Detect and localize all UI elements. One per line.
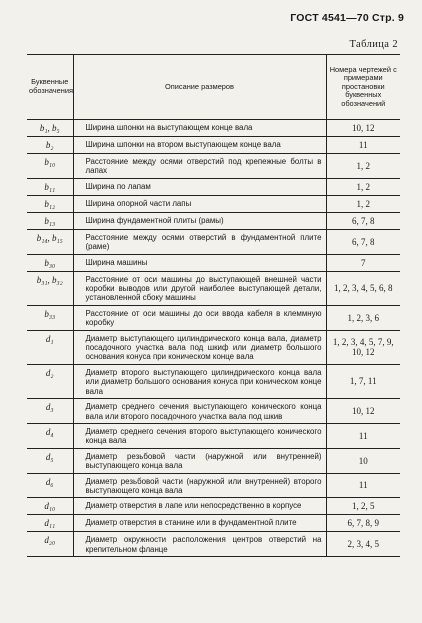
- row-description: Ширина машины: [73, 254, 326, 271]
- row-description: Диаметр окружности расположения центров отверстий на крепительном фланце: [73, 532, 326, 557]
- row-symbol: d₁: [27, 330, 73, 364]
- table-row: [27, 137, 400, 154]
- row-symbol: b₁, b₅: [27, 120, 73, 137]
- table-row: [27, 212, 400, 229]
- row-drawings: 10, 12: [326, 120, 400, 137]
- row-drawings: 7: [326, 254, 400, 271]
- row-description: Ширина по лапам: [73, 178, 326, 195]
- row-drawings: 11: [326, 473, 400, 498]
- row-description: Расстояние между осями отверстий в фундаментной плите (раме): [73, 229, 326, 254]
- column-header-description: Описание размеров: [73, 55, 326, 120]
- table-row: [27, 229, 400, 254]
- row-drawings: 10, 12: [326, 399, 400, 424]
- row-drawings: 1, 2: [326, 195, 400, 212]
- table-row: [27, 473, 400, 498]
- row-description: Диаметр резьбовой части (наружной или внутренней) второго выступающего конца вала: [73, 473, 326, 498]
- table-row: [27, 154, 400, 179]
- row-symbol: d₃: [27, 399, 73, 424]
- row-symbol: b₃₁, b₃₂: [27, 271, 73, 305]
- table-row: [27, 498, 400, 515]
- row-description: Расстояние между осями отверстий под крепежные болты в лапах: [73, 154, 326, 179]
- table-row: [27, 305, 400, 330]
- dimensions-table: [27, 54, 400, 557]
- row-symbol: d₁₁: [27, 515, 73, 532]
- row-drawings: 1, 2: [326, 154, 400, 179]
- row-symbol: b₁₄, b₁₅: [27, 229, 73, 254]
- table-body: [27, 120, 400, 557]
- table-row: [27, 254, 400, 271]
- row-description: Диаметр резьбовой части (наружной или внутренней) выступающего конца вала: [73, 448, 326, 473]
- table-header-row: [27, 55, 400, 120]
- row-description: Диаметр отверстия в станине или в фундаментной плите: [73, 515, 326, 532]
- table-row: [27, 178, 400, 195]
- row-symbol: b₁₁: [27, 178, 73, 195]
- row-symbol: b₁₃: [27, 212, 73, 229]
- row-drawings: 6, 7, 8, 9: [326, 515, 400, 532]
- row-description: Диаметр отверстия в лапе или непосредственно в корпусе: [73, 498, 326, 515]
- row-symbol: d₄: [27, 423, 73, 448]
- table-row: [27, 515, 400, 532]
- row-drawings: 1, 2: [326, 178, 400, 195]
- table-row: [27, 399, 400, 424]
- row-description: Диаметр второго выступающего цилиндрического конца вала или диаметр большого основания конуса при коническом конце вала: [73, 364, 326, 398]
- table-row: [27, 271, 400, 305]
- row-symbol: d₂: [27, 364, 73, 398]
- row-drawings: 6, 7, 8: [326, 212, 400, 229]
- row-drawings: 1, 2, 3, 6: [326, 305, 400, 330]
- row-symbol: b₂: [27, 137, 73, 154]
- row-drawings: 1, 2, 3, 4, 5, 6, 8: [326, 271, 400, 305]
- row-description: Диаметр выступающего цилиндрического конца вала, диаметр посадочного участка вала под шкиф или диаметр большого основания конуса при коническом конце вала: [73, 330, 326, 364]
- row-description: Диаметр среднего сечения второго выступающего конического конца вала: [73, 423, 326, 448]
- row-description: Диаметр среднего сечения выступающего конического конца вала или второго посадочного участка вала под шкив: [73, 399, 326, 424]
- row-symbol: d₂₀: [27, 532, 73, 557]
- row-symbol: b₁₀: [27, 154, 73, 179]
- table-label: Таблица 2: [349, 39, 398, 50]
- row-drawings: 1, 7, 11: [326, 364, 400, 398]
- page-header: ГОСТ 4541—70 Стр. 9: [290, 12, 404, 24]
- column-header-symbols: Буквенные обозначения: [27, 55, 73, 120]
- row-symbol: d₅: [27, 448, 73, 473]
- row-description: Ширина фундаментной плиты (рамы): [73, 212, 326, 229]
- row-symbol: d₁₀: [27, 498, 73, 515]
- table-row: [27, 330, 400, 364]
- row-description: Ширина шпонки на выступающем конце вала: [73, 120, 326, 137]
- row-drawings: 1, 2, 3, 4, 5, 7, 9, 10, 12: [326, 330, 400, 364]
- row-symbol: b₁₂: [27, 195, 73, 212]
- column-header-drawings: Номера чертежей с примерами простановки буквенных обозначений: [326, 55, 400, 120]
- table-row: [27, 195, 400, 212]
- row-drawings: 11: [326, 137, 400, 154]
- row-symbol: d₆: [27, 473, 73, 498]
- table-row: [27, 423, 400, 448]
- row-description: Расстояние от оси машины до выступающей внешней части коробки выводов или другой наиболее выступающей детали, установленной сбоку машины: [73, 271, 326, 305]
- row-drawings: 1, 2, 5: [326, 498, 400, 515]
- row-drawings: 10: [326, 448, 400, 473]
- row-description: Ширина шпонки на втором выступающем конце вала: [73, 137, 326, 154]
- table-row: [27, 448, 400, 473]
- table-row: [27, 364, 400, 398]
- table-row: [27, 532, 400, 557]
- row-symbol: b₃₃: [27, 305, 73, 330]
- table-row: [27, 120, 400, 137]
- row-description: Ширина опорной части лапы: [73, 195, 326, 212]
- row-drawings: 6, 7, 8: [326, 229, 400, 254]
- row-drawings: 11: [326, 423, 400, 448]
- row-drawings: 2, 3, 4, 5: [326, 532, 400, 557]
- row-symbol: b₃₀: [27, 254, 73, 271]
- row-description: Расстояние от оси машины до оси ввода кабеля в клеммную коробку: [73, 305, 326, 330]
